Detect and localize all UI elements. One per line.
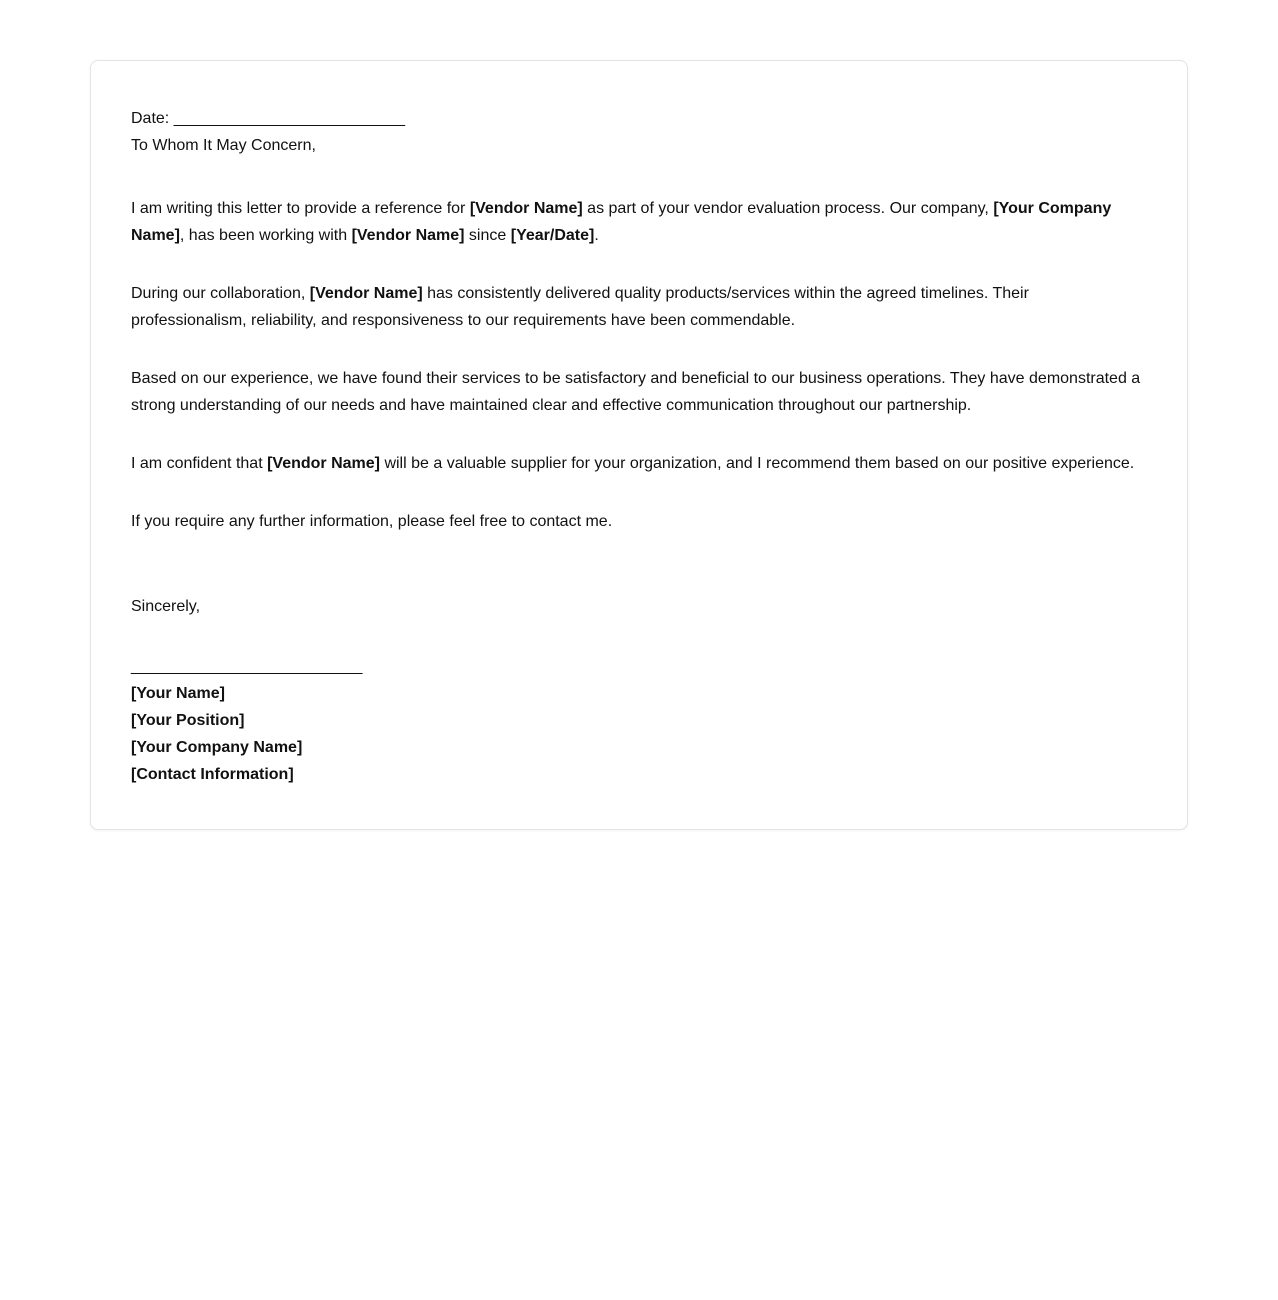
date-blank: __________________________ — [173, 110, 406, 127]
letter-paragraph-intro: I am writing this letter to provide a reference for [Vendor Name] as part of your vendor evaluation process. Our company, [Your Company Name], has been working with [Vendor Name] since [Year/Date]. — [131, 200, 1112, 244]
signature-contact: [Contact Information] — [131, 766, 294, 783]
letter-paragraph-recommendation: I am confident that [Vendor Name] will be a valuable supplier for your organization, and I recommend them based on our positive experience. — [131, 455, 1135, 472]
letter-body — [131, 195, 1147, 535]
date-label: Date: — [131, 110, 170, 127]
signature-position: [Your Position] — [131, 712, 245, 729]
signature-company: [Your Company Name] — [131, 739, 303, 756]
letter-paragraph-experience: Based on our experience, we have found their services to be satisfactory and beneficial to our business operations. They have demonstrated a strong understanding of our needs and have maintained clear and effective communication throughout our partnership. — [131, 370, 1141, 414]
salutation: To Whom It May Concern, — [131, 137, 316, 154]
date-line — [131, 105, 1147, 132]
signature-name: [Your Name] — [131, 685, 225, 702]
letter-card — [90, 60, 1188, 830]
letter-paragraph-contact: If you require any further information, please feel free to contact me. — [131, 513, 613, 530]
signature-line: __________________________ — [131, 658, 363, 675]
closing: Sincerely, — [131, 598, 201, 615]
letter-paragraph-collaboration: During our collaboration, [Vendor Name] has consistently delivered quality products/services within the agreed timelines. Their professionalism, reliability, and responsiveness to our requirements have been commendable. — [131, 285, 1029, 329]
signature-block — [131, 680, 1147, 788]
